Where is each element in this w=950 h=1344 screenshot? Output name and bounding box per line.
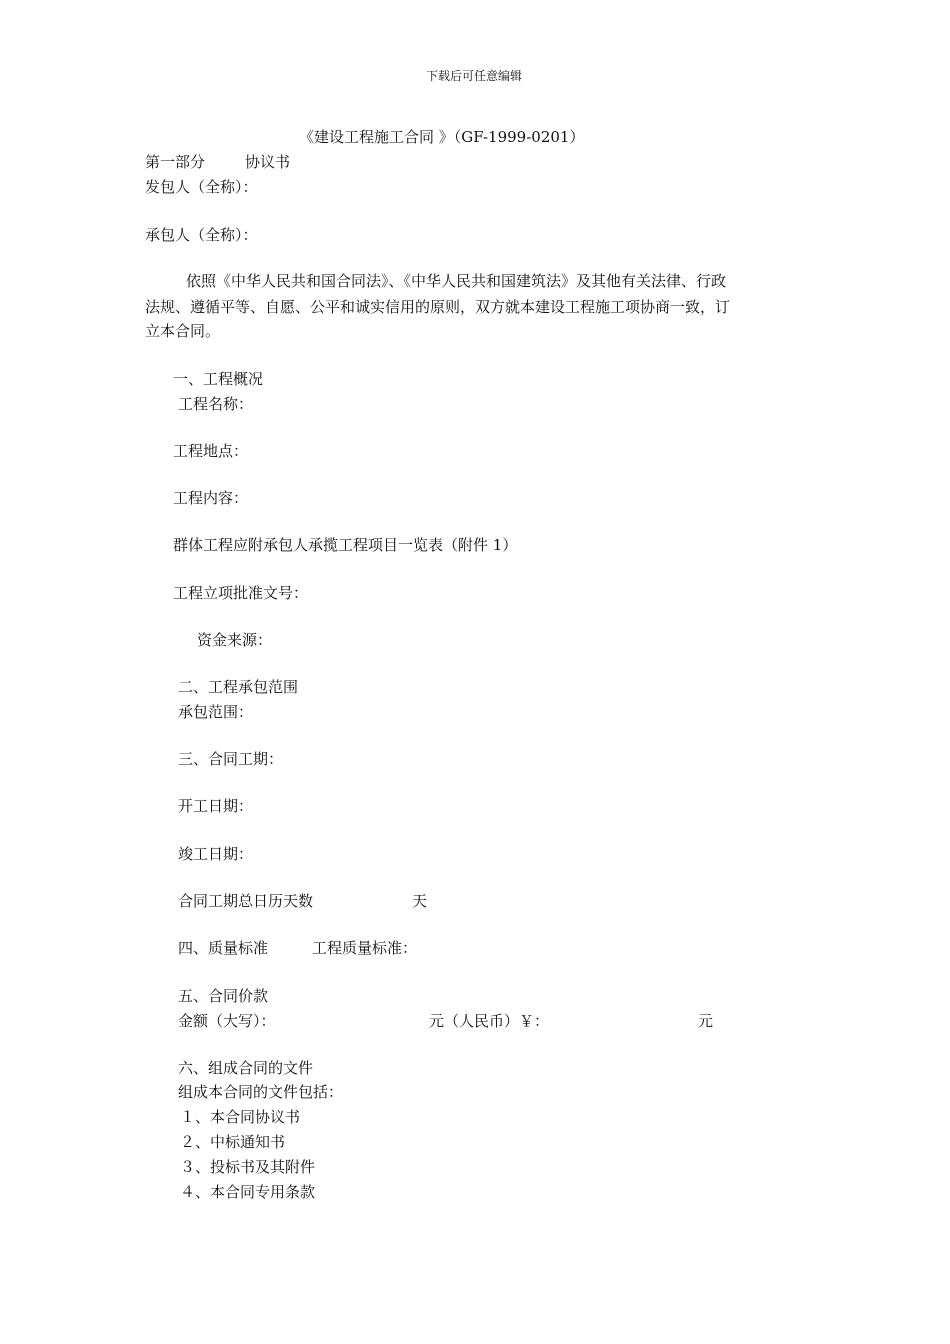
project-location: 工程地点： (173, 442, 249, 460)
contract-scope: 承包范围： (178, 703, 254, 721)
preamble-line-3: 立本合同。 (145, 322, 221, 340)
project-name: 工程名称： (178, 395, 254, 413)
approval-number: 工程立项批准文号： (173, 584, 309, 602)
days-unit: 天 (412, 892, 428, 910)
quality-standard: 工程质量标准： (312, 939, 418, 957)
contract-documents-intro: 组成本合同的文件包括： (178, 1083, 344, 1101)
section-6-heading: 六、组成合同的文件 (178, 1059, 314, 1077)
list-item: ３、投标书及其附件 (180, 1158, 316, 1176)
section-3-heading: 三、合同工期： (178, 750, 284, 768)
funding-source: 资金来源： (197, 631, 273, 649)
section-5-heading: 五、合同价款 (178, 987, 269, 1005)
total-calendar-days: 合同工期总日历天数 (178, 892, 314, 910)
completion-date: 竣工日期： (178, 845, 254, 863)
document-title: 《建设工程施工合同 》（GF-1999-0201） (299, 128, 585, 146)
employer-line: 发包人（全称）： (145, 178, 258, 196)
start-date: 开工日期： (178, 797, 254, 815)
list-item: ２、中标通知书 (180, 1133, 286, 1151)
section-4-heading: 四、质量标准 (178, 939, 269, 957)
section-2-heading: 二、工程承包范围 (178, 678, 299, 696)
project-content: 工程内容： (173, 489, 249, 507)
amount-rmb: 元（人民币）￥： (429, 1012, 550, 1030)
list-item: １、本合同协议书 (180, 1108, 301, 1126)
part-name: 协议书 (245, 153, 291, 171)
amount-in-words: 金额（大写）： (178, 1012, 276, 1030)
preamble-line-1: 依照《中华人民共和国合同法》、《中华人民共和国建筑法》及其他有关法律、行政 (186, 272, 727, 290)
header-note: 下载后可任意编辑 (426, 69, 523, 83)
amount-yuan: 元 (698, 1012, 714, 1030)
group-project-note: 群体工程应附承包人承揽工程项目一览表（附件 1） (173, 536, 518, 554)
contractor-line: 承包人（全称）： (145, 226, 258, 244)
list-item: ４、本合同专用条款 (180, 1183, 316, 1201)
section-1-heading: 一、工程概况 (173, 370, 264, 388)
preamble-line-2: 法规、遵循平等、自愿、公平和诚实信用的原则，双方就本建设工程施工项协商一致，订 (145, 298, 731, 316)
part-label: 第一部分 (145, 153, 206, 171)
